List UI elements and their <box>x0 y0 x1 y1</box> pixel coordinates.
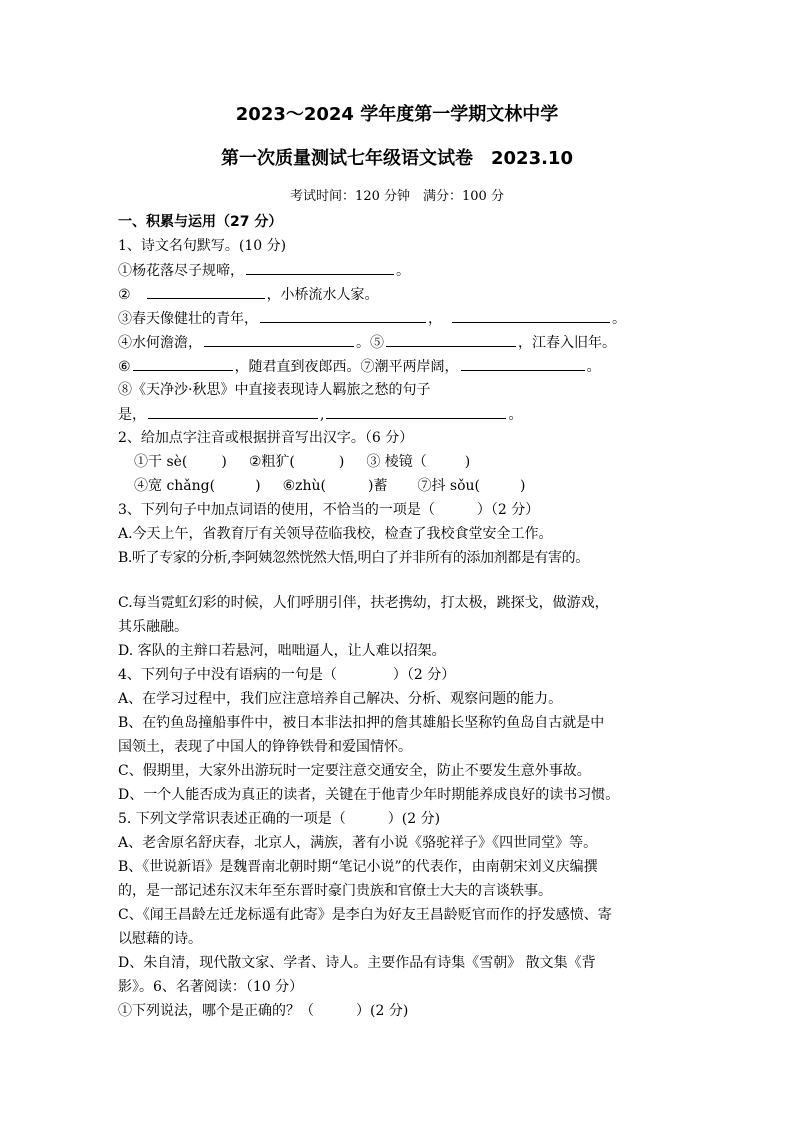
q2-item4: ④宽 chǎng( <box>134 478 216 494</box>
answer-blank[interactable] <box>452 307 610 323</box>
q4-option-d: D、一个人能否成为真正的读者，关键在于他青少年时期能养成良好的读书习惯。 <box>118 787 620 803</box>
answer-blank[interactable] <box>461 355 585 371</box>
q1-line5-num: ⑥ <box>118 359 131 375</box>
q2-item3: ③ 棱镜（ <box>366 454 427 470</box>
q2-item1: ①干 sè( <box>134 454 188 470</box>
exam-title-line2: 第一次质量测试七年级语文试卷 2023.10 <box>221 148 573 169</box>
answer-blank[interactable] <box>386 331 516 347</box>
q4-option-a: A、在学习过程中，我们应注意培养自己解决、分析、观察问题的能力。 <box>118 691 563 707</box>
q2-row2: ④宽 chǎng( ) ⑥zhù( )蓄 ⑦抖 sǒu( ) <box>134 478 526 494</box>
exam-info: 考试时间：120 分钟 满分：100 分 <box>290 189 504 204</box>
q1-line1-text: ①杨花落尽子规啼， <box>118 263 244 279</box>
q3-option-c-line2: 其乐融融。 <box>118 619 188 635</box>
answer-blank[interactable] <box>147 283 265 299</box>
q1-line1 <box>118 259 410 282</box>
answer-blank[interactable] <box>148 403 318 419</box>
answer-blank[interactable] <box>133 355 233 371</box>
q1-line2-num: ② <box>118 287 131 303</box>
q1-line1-end: 。 <box>396 263 410 279</box>
answer-blank[interactable] <box>260 307 426 323</box>
q2-item2: ②粗犷( <box>248 454 295 470</box>
q3-option-c-line1: C.每当霓虹幻彩的时候，人们呼朋引伴，扶老携幼，打太极，跳探戈，做游戏， <box>118 595 609 611</box>
section-heading: 一、积累与运用（27 分） <box>118 214 283 230</box>
q3-option-b: B.听了专家的分析,李阿姨忽然恍然大悟,明白了并非所有的添加剂都是有害的。 <box>118 550 589 566</box>
q1-line6: ⑧《天净沙·秋思》中直接表现诗人羁旅之愁的句子 <box>118 382 431 398</box>
q5-option-d-line2: 影》。6、名著阅读：（10 分） <box>118 979 304 995</box>
q1-line4-mid: 。⑤ <box>356 335 384 351</box>
q3-option-d: D. 客队的主辩口若悬河，咄咄逼人，让人难以招架。 <box>118 643 446 659</box>
q5-option-b-line1: B、《世说新语》是魏晋南北朝时期“笔记小说”的代表作，由南朝宋刘义庆编撰 <box>118 859 598 875</box>
q1-line4 <box>118 331 616 354</box>
q5-option-c-line1: C、《闻王昌龄左迁龙标遥有此寄》是李白为好友王昌龄贬官而作的抒发感愤、寄 <box>118 907 612 923</box>
q5-stem: 5. 下列文学常识表述正确的一项是（ ）(2 分) <box>118 811 441 827</box>
q1-line2 <box>118 283 379 306</box>
q4-option-c: C、假期里，大家外出游玩时一定要注意交通安全，防止不要发生意外事故。 <box>118 763 591 779</box>
q1-line7-text: 是， <box>118 407 146 423</box>
q1-line3-text: ③春天像健壮的青年， <box>118 311 258 327</box>
q6-sub1: ①下列说法，哪个是正确的？（ ）(2 分) <box>118 1003 409 1019</box>
answer-blank[interactable] <box>204 331 354 347</box>
q1-line4-text: ④水何澹澹， <box>118 335 202 351</box>
q3-option-a: A.今天上午，省教育厅有关领导莅临我校，检查了我校食堂安全工作。 <box>118 526 553 542</box>
q1-line5-end: 。 <box>586 359 601 375</box>
q5-option-d-line1: D、朱自清，现代散文家、学者、诗人。主要作品有诗集《雪朝》 散文集《背 <box>118 955 596 971</box>
q1-line3-comma: ， <box>428 311 442 327</box>
q3-stem: 3、下列句子中加点词语的使用，不恰当的一项是（ ）（2 分） <box>118 502 540 518</box>
q1-line3-end: 。 <box>612 311 626 327</box>
q1-line5 <box>118 355 601 378</box>
q5-option-c-line2: 以慰藉的诗。 <box>118 931 202 947</box>
q2-item5: ⑥zhù( <box>282 478 326 494</box>
q4-stem: 4、下列句子中没有语病的一句是（ ）（2 分） <box>118 667 456 683</box>
q1-line4-end: ，江春入旧年。 <box>518 335 616 351</box>
answer-blank[interactable] <box>246 259 394 275</box>
q4-option-b-line2: 国领土，表现了中国人的铮铮铁骨和爱国情怀。 <box>118 739 412 755</box>
q1-line7 <box>118 403 522 426</box>
q5-option-b-line2: 的，是一部记述东汉末年至东晋时豪门贵族和官僚士大夫的言谈轶事。 <box>118 883 552 899</box>
q1-line3 <box>118 307 626 330</box>
q1-stem: 1、诗文名句默写。(10 分) <box>118 238 287 254</box>
q2-row1: ①干 sè( ) ②粗犷( ) ③ 棱镜（ ) <box>134 454 471 470</box>
q2-stem: 2、给加点字注音或根据拼音写出汉字。（6 分） <box>118 430 414 446</box>
q1-line2-text: ，小桥流水人家。 <box>266 287 379 303</box>
q2-item6: ⑦抖 sǒu( <box>417 478 481 494</box>
q1-line7-comma: , <box>320 407 325 423</box>
answer-blank[interactable] <box>326 403 506 419</box>
q4-option-b-line1: B、在钓鱼岛撞船事件中，被日本非法扣押的詹其雄船长坚称钓鱼岛自古就是中 <box>118 715 605 731</box>
q5-option-a: A、老舍原名舒庆春，北京人，满族，著有小说《骆驼祥子》《四世同堂》等。 <box>118 835 598 851</box>
q1-line5-text: ，随君直到夜郎西。⑦潮平两岸阔， <box>234 359 459 375</box>
q1-line7-end: 。 <box>508 407 523 423</box>
exam-title-line1: 2023～2024 学年度第一学期文林中学 <box>235 104 559 125</box>
